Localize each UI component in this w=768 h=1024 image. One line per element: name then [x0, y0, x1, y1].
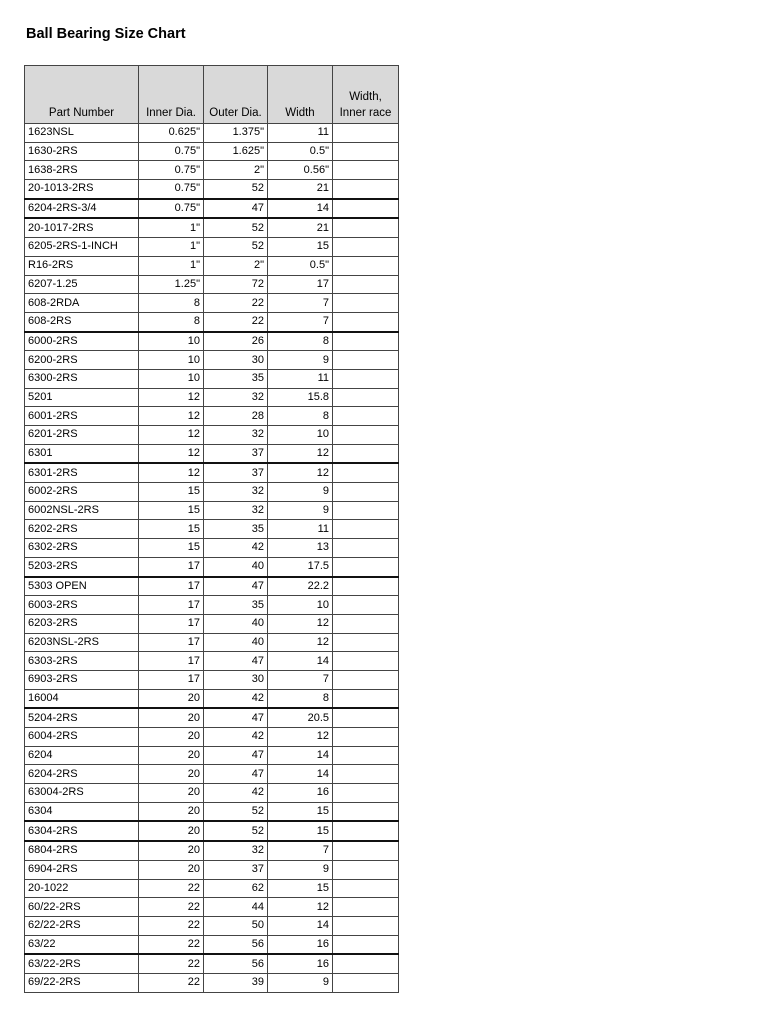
width-cell[interactable]: 8 — [268, 407, 333, 426]
width-cell[interactable]: 9 — [268, 973, 333, 992]
outer-dia-cell[interactable]: 26 — [204, 332, 268, 351]
table-row — [25, 520, 399, 539]
table-row — [25, 124, 399, 143]
inner-race-width-cell[interactable] — [333, 916, 399, 935]
inner-race-width-cell[interactable] — [333, 841, 399, 860]
inner-dia-cell[interactable]: 17 — [139, 596, 204, 615]
part-number-cell[interactable]: 20-1017-2RS — [25, 218, 139, 237]
inner-race-width-cell[interactable] — [333, 746, 399, 765]
inner-race-width-cell[interactable] — [333, 218, 399, 237]
header-width-inner-race[interactable] — [333, 66, 399, 124]
outer-dia-cell[interactable]: 52 — [204, 218, 268, 237]
outer-dia-cell[interactable]: 62 — [204, 879, 268, 898]
table-row — [25, 689, 399, 708]
width-cell[interactable]: 8 — [268, 689, 333, 708]
part-number-cell[interactable]: 6304 — [25, 802, 139, 821]
inner-dia-cell[interactable]: 15 — [139, 520, 204, 539]
table-row — [25, 879, 399, 898]
part-number-cell[interactable]: 6204 — [25, 746, 139, 765]
width-cell[interactable]: 13 — [268, 539, 333, 558]
inner-race-width-cell[interactable] — [333, 728, 399, 747]
width-cell[interactable]: 14 — [268, 199, 333, 219]
table-row — [25, 294, 399, 313]
part-number-cell[interactable]: 1630-2RS — [25, 142, 139, 161]
part-number-cell[interactable]: 5203-2RS — [25, 557, 139, 576]
inner-dia-cell[interactable]: 15 — [139, 501, 204, 520]
inner-race-width-cell[interactable] — [333, 238, 399, 257]
table-row — [25, 633, 399, 652]
part-number-cell[interactable]: 5201 — [25, 388, 139, 407]
table-row — [25, 483, 399, 502]
outer-dia-cell[interactable]: 56 — [204, 954, 268, 973]
inner-race-width-cell[interactable] — [333, 520, 399, 539]
inner-race-width-cell[interactable] — [333, 275, 399, 294]
width-cell[interactable]: 15.8 — [268, 388, 333, 407]
part-number-cell[interactable]: 6004-2RS — [25, 728, 139, 747]
width-cell[interactable]: 12 — [268, 463, 333, 482]
width-cell[interactable]: 7 — [268, 294, 333, 313]
part-number-cell[interactable]: 608-2RS — [25, 312, 139, 331]
outer-dia-cell[interactable]: 50 — [204, 916, 268, 935]
outer-dia-cell[interactable]: 32 — [204, 501, 268, 520]
inner-dia-cell[interactable]: 15 — [139, 539, 204, 558]
width-cell[interactable]: 17 — [268, 275, 333, 294]
width-cell[interactable]: 9 — [268, 860, 333, 879]
inner-dia-cell[interactable]: 12 — [139, 444, 204, 463]
table-row — [25, 802, 399, 821]
outer-dia-cell[interactable]: 47 — [204, 708, 268, 727]
inner-dia-cell[interactable]: 20 — [139, 802, 204, 821]
outer-dia-cell[interactable]: 30 — [204, 351, 268, 370]
width-cell[interactable]: 10 — [268, 426, 333, 445]
inner-race-width-cell[interactable] — [333, 483, 399, 502]
outer-dia-cell[interactable]: 32 — [204, 483, 268, 502]
table-row — [25, 765, 399, 784]
table-row — [25, 746, 399, 765]
part-number-cell[interactable]: 63004-2RS — [25, 784, 139, 803]
width-cell[interactable]: 0.5" — [268, 256, 333, 275]
width-cell[interactable]: 12 — [268, 614, 333, 633]
width-cell[interactable]: 14 — [268, 746, 333, 765]
width-cell[interactable]: 15 — [268, 879, 333, 898]
outer-dia-cell[interactable]: 42 — [204, 539, 268, 558]
inner-dia-cell[interactable]: 20 — [139, 708, 204, 727]
header-width[interactable]: Width — [268, 66, 333, 124]
inner-dia-cell[interactable]: 1" — [139, 238, 204, 257]
page-title: Ball Bearing Size Chart — [26, 26, 186, 42]
part-number-cell[interactable]: 6207-1.25 — [25, 275, 139, 294]
inner-dia-cell[interactable]: 22 — [139, 954, 204, 973]
width-cell[interactable]: 9 — [268, 483, 333, 502]
width-cell[interactable]: 14 — [268, 916, 333, 935]
table-row — [25, 501, 399, 520]
part-number-cell[interactable]: 6203NSL-2RS — [25, 633, 139, 652]
part-number-cell[interactable]: 6301 — [25, 444, 139, 463]
inner-dia-cell[interactable]: 17 — [139, 670, 204, 689]
table-row — [25, 784, 399, 803]
outer-dia-cell[interactable]: 42 — [204, 784, 268, 803]
part-number-cell[interactable]: 6003-2RS — [25, 596, 139, 615]
width-cell[interactable]: 12 — [268, 728, 333, 747]
inner-dia-cell[interactable]: 17 — [139, 633, 204, 652]
table-row — [25, 841, 399, 860]
outer-dia-cell[interactable]: 32 — [204, 388, 268, 407]
table-row — [25, 369, 399, 388]
part-number-cell[interactable]: 6903-2RS — [25, 670, 139, 689]
inner-dia-cell[interactable]: 20 — [139, 784, 204, 803]
inner-race-width-cell[interactable] — [333, 973, 399, 992]
part-number-cell[interactable]: 6001-2RS — [25, 407, 139, 426]
table-row — [25, 426, 399, 445]
outer-dia-cell[interactable]: 44 — [204, 898, 268, 917]
inner-race-width-cell[interactable] — [333, 765, 399, 784]
table-row — [25, 444, 399, 463]
table-row — [25, 180, 399, 199]
inner-race-width-cell[interactable] — [333, 802, 399, 821]
inner-dia-cell[interactable]: 12 — [139, 426, 204, 445]
table-row — [25, 916, 399, 935]
width-cell[interactable]: 12 — [268, 633, 333, 652]
outer-dia-cell[interactable]: 35 — [204, 369, 268, 388]
inner-dia-cell[interactable]: 10 — [139, 351, 204, 370]
inner-race-width-cell[interactable] — [333, 312, 399, 331]
inner-dia-cell[interactable]: 20 — [139, 841, 204, 860]
header-width-inner-race-line2: Inner race — [339, 107, 392, 119]
table-row — [25, 614, 399, 633]
inner-dia-cell[interactable]: 8 — [139, 312, 204, 331]
table-row — [25, 557, 399, 576]
width-cell[interactable]: 7 — [268, 841, 333, 860]
width-cell[interactable]: 12 — [268, 444, 333, 463]
table-row — [25, 577, 399, 596]
outer-dia-cell[interactable]: 56 — [204, 935, 268, 954]
part-number-cell[interactable]: 63/22-2RS — [25, 954, 139, 973]
part-number-cell[interactable]: 5204-2RS — [25, 708, 139, 727]
outer-dia-cell[interactable]: 52 — [204, 802, 268, 821]
inner-race-width-cell[interactable] — [333, 426, 399, 445]
width-cell[interactable]: 10 — [268, 596, 333, 615]
inner-race-width-cell[interactable] — [333, 879, 399, 898]
inner-race-width-cell[interactable] — [333, 670, 399, 689]
part-number-cell[interactable]: 1638-2RS — [25, 161, 139, 180]
inner-dia-cell[interactable]: 12 — [139, 463, 204, 482]
inner-dia-cell[interactable]: 17 — [139, 614, 204, 633]
outer-dia-cell[interactable]: 2" — [204, 161, 268, 180]
part-number-cell[interactable]: 6303-2RS — [25, 652, 139, 671]
inner-dia-cell[interactable]: 20 — [139, 728, 204, 747]
width-cell[interactable]: 7 — [268, 670, 333, 689]
part-number-cell[interactable]: 6204-2RS-3/4 — [25, 199, 139, 219]
table-row — [25, 388, 399, 407]
width-cell[interactable]: 22.2 — [268, 577, 333, 596]
table-row — [25, 652, 399, 671]
table-row — [25, 332, 399, 351]
inner-race-width-cell[interactable] — [333, 199, 399, 219]
inner-race-width-cell[interactable] — [333, 351, 399, 370]
table-row — [25, 539, 399, 558]
table-row — [25, 670, 399, 689]
inner-dia-cell[interactable]: 1.25" — [139, 275, 204, 294]
width-cell[interactable]: 16 — [268, 954, 333, 973]
outer-dia-cell[interactable]: 2" — [204, 256, 268, 275]
outer-dia-cell[interactable]: 37 — [204, 444, 268, 463]
outer-dia-cell[interactable]: 72 — [204, 275, 268, 294]
outer-dia-cell[interactable]: 52 — [204, 821, 268, 841]
inner-dia-cell[interactable]: 12 — [139, 388, 204, 407]
width-cell[interactable]: 21 — [268, 180, 333, 199]
table-body — [25, 124, 399, 993]
outer-dia-cell[interactable]: 32 — [204, 841, 268, 860]
part-number-cell[interactable]: 20-1013-2RS — [25, 180, 139, 199]
outer-dia-cell[interactable]: 47 — [204, 577, 268, 596]
inner-race-width-cell[interactable] — [333, 821, 399, 841]
table-row — [25, 728, 399, 747]
inner-dia-cell[interactable]: 20 — [139, 746, 204, 765]
table-row — [25, 238, 399, 257]
outer-dia-cell[interactable]: 1.625" — [204, 142, 268, 161]
inner-race-width-cell[interactable] — [333, 652, 399, 671]
outer-dia-cell[interactable]: 37 — [204, 463, 268, 482]
inner-dia-cell[interactable]: 17 — [139, 557, 204, 576]
part-number-cell[interactable]: 20-1022 — [25, 879, 139, 898]
outer-dia-cell[interactable]: 32 — [204, 426, 268, 445]
inner-race-width-cell[interactable] — [333, 444, 399, 463]
inner-race-width-cell[interactable] — [333, 708, 399, 727]
inner-dia-cell[interactable]: 22 — [139, 898, 204, 917]
inner-dia-cell[interactable]: 0.75" — [139, 199, 204, 219]
inner-race-width-cell[interactable] — [333, 369, 399, 388]
inner-race-width-cell[interactable] — [333, 557, 399, 576]
part-number-cell[interactable]: 6304-2RS — [25, 821, 139, 841]
part-number-cell[interactable]: 6000-2RS — [25, 332, 139, 351]
table-row — [25, 199, 399, 219]
table-row — [25, 312, 399, 331]
inner-dia-cell[interactable]: 15 — [139, 483, 204, 502]
part-number-cell[interactable]: 16004 — [25, 689, 139, 708]
width-cell[interactable]: 11 — [268, 520, 333, 539]
inner-dia-cell[interactable]: 20 — [139, 689, 204, 708]
inner-race-width-cell[interactable] — [333, 935, 399, 954]
inner-race-width-cell[interactable] — [333, 124, 399, 143]
part-number-cell[interactable]: 62/22-2RS — [25, 916, 139, 935]
width-cell[interactable]: 14 — [268, 652, 333, 671]
inner-dia-cell[interactable]: 20 — [139, 860, 204, 879]
table-row — [25, 821, 399, 841]
inner-dia-cell[interactable]: 12 — [139, 407, 204, 426]
outer-dia-cell[interactable]: 1.375" — [204, 124, 268, 143]
inner-race-width-cell[interactable] — [333, 633, 399, 652]
inner-dia-cell[interactable]: 22 — [139, 916, 204, 935]
table-row — [25, 860, 399, 879]
outer-dia-cell[interactable]: 39 — [204, 973, 268, 992]
table-row — [25, 708, 399, 727]
part-number-cell[interactable]: 6205-2RS-1-INCH — [25, 238, 139, 257]
header-outer-dia[interactable]: Outer Dia. — [204, 66, 268, 124]
outer-dia-cell[interactable]: 47 — [204, 765, 268, 784]
inner-dia-cell[interactable]: 8 — [139, 294, 204, 313]
table-row — [25, 275, 399, 294]
part-number-cell[interactable]: 6804-2RS — [25, 841, 139, 860]
outer-dia-cell[interactable]: 35 — [204, 596, 268, 615]
inner-race-width-cell[interactable] — [333, 256, 399, 275]
inner-dia-cell[interactable]: 10 — [139, 369, 204, 388]
width-cell[interactable]: 11 — [268, 369, 333, 388]
header-inner-dia[interactable]: Inner Dia. — [139, 66, 204, 124]
width-cell[interactable]: 12 — [268, 898, 333, 917]
outer-dia-cell[interactable]: 22 — [204, 294, 268, 313]
part-number-cell[interactable]: R16-2RS — [25, 256, 139, 275]
inner-race-width-cell[interactable] — [333, 954, 399, 973]
part-number-cell[interactable]: 608-2RDA — [25, 294, 139, 313]
outer-dia-cell[interactable]: 40 — [204, 557, 268, 576]
header-row — [25, 66, 399, 124]
width-cell[interactable]: 17.5 — [268, 557, 333, 576]
width-cell[interactable]: 16 — [268, 784, 333, 803]
inner-dia-cell[interactable]: 1" — [139, 256, 204, 275]
outer-dia-cell[interactable]: 47 — [204, 746, 268, 765]
outer-dia-cell[interactable]: 22 — [204, 312, 268, 331]
table-row — [25, 596, 399, 615]
table-row — [25, 898, 399, 917]
outer-dia-cell[interactable]: 47 — [204, 652, 268, 671]
part-number-cell[interactable]: 6203-2RS — [25, 614, 139, 633]
inner-race-width-cell[interactable] — [333, 898, 399, 917]
inner-dia-cell[interactable]: 0.625" — [139, 124, 204, 143]
outer-dia-cell[interactable]: 52 — [204, 180, 268, 199]
width-cell[interactable]: 21 — [268, 218, 333, 237]
inner-race-width-cell[interactable] — [333, 388, 399, 407]
header-part-number[interactable]: Part Number — [25, 66, 139, 124]
inner-dia-cell[interactable]: 1" — [139, 218, 204, 237]
outer-dia-cell[interactable]: 40 — [204, 633, 268, 652]
width-cell[interactable]: 8 — [268, 332, 333, 351]
part-number-cell[interactable]: 6202-2RS — [25, 520, 139, 539]
width-cell[interactable]: 15 — [268, 821, 333, 841]
part-number-cell[interactable]: 6904-2RS — [25, 860, 139, 879]
inner-dia-cell[interactable]: 0.75" — [139, 161, 204, 180]
inner-race-width-cell[interactable] — [333, 161, 399, 180]
part-number-cell[interactable]: 69/22-2RS — [25, 973, 139, 992]
table-row — [25, 161, 399, 180]
inner-race-width-cell[interactable] — [333, 180, 399, 199]
outer-dia-cell[interactable]: 42 — [204, 728, 268, 747]
part-number-cell[interactable]: 6201-2RS — [25, 426, 139, 445]
part-number-cell[interactable]: 6002-2RS — [25, 483, 139, 502]
width-cell[interactable]: 15 — [268, 802, 333, 821]
inner-dia-cell[interactable]: 22 — [139, 935, 204, 954]
inner-race-width-cell[interactable] — [333, 614, 399, 633]
width-cell[interactable]: 14 — [268, 765, 333, 784]
inner-race-width-cell[interactable] — [333, 689, 399, 708]
width-cell[interactable]: 9 — [268, 501, 333, 520]
width-cell[interactable]: 20.5 — [268, 708, 333, 727]
outer-dia-cell[interactable]: 37 — [204, 860, 268, 879]
part-number-cell[interactable]: 6204-2RS — [25, 765, 139, 784]
part-number-cell[interactable]: 60/22-2RS — [25, 898, 139, 917]
outer-dia-cell[interactable]: 52 — [204, 238, 268, 257]
part-number-cell[interactable]: 6302-2RS — [25, 539, 139, 558]
inner-race-width-cell[interactable] — [333, 463, 399, 482]
inner-dia-cell[interactable]: 22 — [139, 973, 204, 992]
inner-dia-cell[interactable]: 17 — [139, 652, 204, 671]
width-cell[interactable]: 7 — [268, 312, 333, 331]
outer-dia-cell[interactable]: 28 — [204, 407, 268, 426]
table-row — [25, 256, 399, 275]
part-number-cell[interactable]: 5303 OPEN — [25, 577, 139, 596]
inner-race-width-cell[interactable] — [333, 784, 399, 803]
outer-dia-cell[interactable]: 35 — [204, 520, 268, 539]
width-cell[interactable]: 0.5" — [268, 142, 333, 161]
width-cell[interactable]: 16 — [268, 935, 333, 954]
table-row — [25, 935, 399, 954]
inner-race-width-cell[interactable] — [333, 596, 399, 615]
inner-dia-cell[interactable]: 0.75" — [139, 180, 204, 199]
inner-race-width-cell[interactable] — [333, 407, 399, 426]
inner-dia-cell[interactable]: 20 — [139, 765, 204, 784]
inner-race-width-cell[interactable] — [333, 142, 399, 161]
inner-race-width-cell[interactable] — [333, 332, 399, 351]
inner-race-width-cell[interactable] — [333, 539, 399, 558]
inner-race-width-cell[interactable] — [333, 294, 399, 313]
inner-dia-cell[interactable]: 10 — [139, 332, 204, 351]
part-number-cell[interactable]: 1623NSL — [25, 124, 139, 143]
outer-dia-cell[interactable]: 42 — [204, 689, 268, 708]
outer-dia-cell[interactable]: 47 — [204, 199, 268, 219]
table-row — [25, 954, 399, 973]
table-row — [25, 142, 399, 161]
header-width-inner-race-line1: Width, — [349, 91, 382, 103]
part-number-cell[interactable]: 6200-2RS — [25, 351, 139, 370]
width-cell[interactable]: 0.56" — [268, 161, 333, 180]
width-cell[interactable]: 15 — [268, 238, 333, 257]
inner-race-width-cell[interactable] — [333, 577, 399, 596]
bearing-size-table — [24, 65, 399, 993]
inner-dia-cell[interactable]: 20 — [139, 821, 204, 841]
part-number-cell[interactable]: 6301-2RS — [25, 463, 139, 482]
table-row — [25, 463, 399, 482]
part-number-cell[interactable]: 63/22 — [25, 935, 139, 954]
table-row — [25, 218, 399, 237]
part-number-cell[interactable]: 6300-2RS — [25, 369, 139, 388]
inner-race-width-cell[interactable] — [333, 860, 399, 879]
table-row — [25, 973, 399, 992]
outer-dia-cell[interactable]: 30 — [204, 670, 268, 689]
outer-dia-cell[interactable]: 40 — [204, 614, 268, 633]
table-row — [25, 351, 399, 370]
inner-race-width-cell[interactable] — [333, 501, 399, 520]
inner-dia-cell[interactable]: 0.75" — [139, 142, 204, 161]
inner-dia-cell[interactable]: 22 — [139, 879, 204, 898]
width-cell[interactable]: 11 — [268, 124, 333, 143]
width-cell[interactable]: 9 — [268, 351, 333, 370]
table-row — [25, 407, 399, 426]
part-number-cell[interactable]: 6002NSL-2RS — [25, 501, 139, 520]
inner-dia-cell[interactable]: 17 — [139, 577, 204, 596]
